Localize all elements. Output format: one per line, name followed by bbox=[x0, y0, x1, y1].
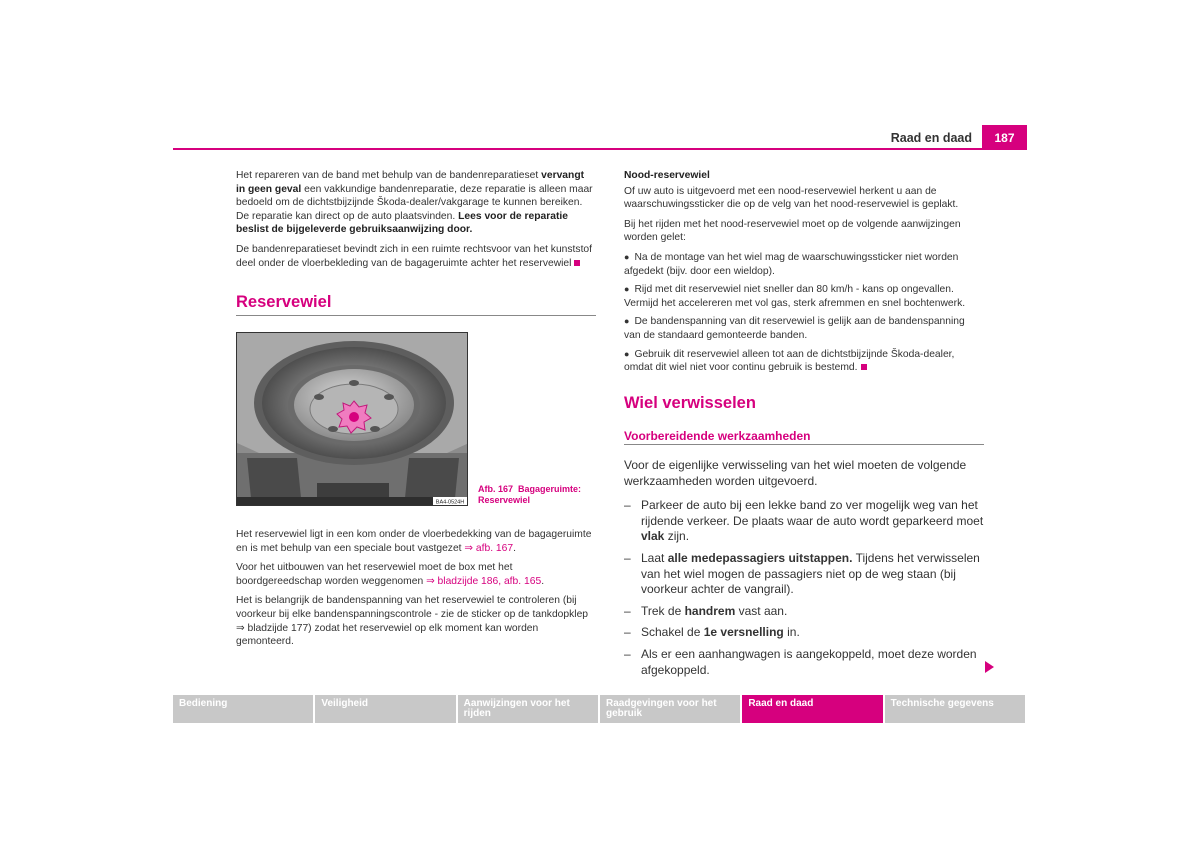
section-heading-wiel-verwisselen: Wiel verwisselen bbox=[624, 394, 756, 412]
bullet-item bbox=[624, 315, 984, 342]
sub-section-rule bbox=[624, 444, 984, 445]
procedure-step bbox=[624, 625, 984, 641]
bullet-icon: ● bbox=[624, 251, 630, 262]
chapter-tab[interactable]: Bediening bbox=[173, 695, 313, 723]
caption-subtitle: Reservewiel bbox=[478, 495, 531, 505]
step-list bbox=[624, 498, 984, 678]
square-end-icon bbox=[574, 260, 580, 266]
bullet-item bbox=[624, 348, 984, 375]
text-run: Als er een aanhangwagen is aangekoppeld, moet deze worden afgekoppeld. bbox=[641, 646, 977, 677]
bullet-text: De bandenspanning van dit reservewiel is gelijk aan de bandenspanning van de standaard gemonteerde banden. bbox=[624, 316, 965, 341]
paragraph: Bij het rijden met het nood-reservewiel moet op de volgende aanwijzingen worden gelet: bbox=[624, 218, 961, 244]
intro-paragraph bbox=[236, 169, 596, 237]
emphasis-text: alle medepassagiers uitstappen. bbox=[667, 550, 853, 565]
text-run: Parkeer de auto bij een lekke band zo ver mogelijk weg van het rijdende verkeer. De plaats waar de auto wordt geparkeerd moet bbox=[641, 498, 984, 528]
figure-code: BA4-0524H bbox=[435, 499, 465, 506]
bullet-text: Na de montage van het wiel mag de waarschuwingssticker niet worden afgedekt (bijv. door een wieldop). bbox=[624, 251, 959, 277]
bullet-item bbox=[624, 251, 984, 278]
paragraph: Het reservewiel ligt in een kom onder de vloerbedekking van de bagageruimte en is met behulp van een speciale bout vastgezet ⇒ afb. 167. bbox=[236, 529, 592, 554]
page-reference-link[interactable]: ⇒ bladzijde 186, afb. 165 bbox=[426, 575, 542, 587]
page-number: 187 bbox=[982, 125, 1027, 148]
left-column bbox=[236, 169, 596, 276]
chapter-tab[interactable]: Raad en daad bbox=[742, 695, 882, 723]
emphasis-text: handrem bbox=[684, 603, 736, 618]
header-rule bbox=[173, 148, 1027, 150]
running-header-title: Raad en daad bbox=[890, 131, 972, 145]
emphasis-text: 1e versnelling bbox=[703, 625, 784, 640]
dash-marker: – bbox=[624, 550, 631, 565]
text-run: vast aan. bbox=[735, 603, 788, 618]
bullet-item bbox=[624, 283, 984, 310]
sub-section-heading: Voorbereidende werkzaamheden bbox=[624, 429, 811, 443]
text-run: Trek de bbox=[641, 603, 685, 618]
text-run: Tijdens het verwisselen van het wiel mogen de passagiers niet op de weg staan (bij voorkeur achter de vangrail). bbox=[641, 550, 980, 597]
chapter-tab[interactable]: Technische gegevens bbox=[885, 695, 1025, 723]
bullet-icon: ● bbox=[624, 348, 630, 359]
text-run: zijn. bbox=[664, 529, 690, 544]
dash-marker: – bbox=[624, 498, 631, 513]
text-run: een vakkundige bandenreparatie, deze reparatie is alleen maar bedoeld om de dichtstbijzijnde Škoda-dealer/vakgarage te kunnen bereiken. De reparatie kan direct op de auto plaatsvinden. bbox=[236, 183, 593, 222]
procedure-step bbox=[624, 647, 984, 678]
procedure-step bbox=[624, 498, 984, 545]
right-column bbox=[624, 169, 984, 380]
text-run: in. bbox=[783, 625, 800, 640]
text-run: Schakel de bbox=[641, 625, 704, 640]
spare-wheel-illustration bbox=[237, 333, 468, 506]
triangle-right-icon[interactable] bbox=[985, 661, 994, 673]
section-heading-reservewiel: Reservewiel bbox=[236, 293, 332, 311]
emphasis-text: Lees voor de reparatie beslist de bijgeleverde gebruiksaanwijzing door. bbox=[236, 210, 568, 236]
figure-caption bbox=[478, 484, 581, 506]
dash-marker: – bbox=[624, 603, 631, 618]
emphasis-text: vervangt in geen geval bbox=[236, 170, 585, 195]
intro-paragraph-2 bbox=[236, 243, 596, 270]
bullet-text: Rijd met dit reservewiel niet sneller dan 80 km/h - kans op ongevallen. Vermijd het accelereren met vol gas, sterk afremmen en snel bochtenwerk. bbox=[624, 284, 966, 309]
bullet-icon: ● bbox=[624, 316, 630, 327]
paragraph: Het is belangrijk de bandenspanning van het reservewiel te controleren (bij voorkeur bij elke bandenspanningscontrole - zie de sticker op de tankdopklep ⇒ bladzijde 177) zodat het reservewiel op elk moment kan worden gemonteerd. bbox=[236, 595, 589, 648]
text-run: Laat bbox=[641, 550, 668, 565]
paragraph: Voor het uitbouwen van het reservewiel moet de box met het boordgereedschap worden weggenomen ⇒ bladzijde 186, afb. 165. bbox=[236, 562, 545, 587]
paragraph: Of uw auto is uitgevoerd met een nood-reservewiel herkent u aan de waarschuwingssticker die op de velg van het nood-reservewiel is geplakt. bbox=[624, 185, 959, 211]
chapter-tabs bbox=[173, 695, 1027, 723]
spare-wheel-figure bbox=[236, 332, 468, 506]
section-rule bbox=[236, 315, 596, 316]
figure-reference-link[interactable]: ⇒ afb. 167 bbox=[464, 542, 514, 554]
bullet-icon: ● bbox=[624, 284, 630, 295]
bullet-text: Gebruik dit reservewiel alleen tot aan de dichtstbijzijnde Škoda-dealer, omdat dit wiel niet voor continu gebruik is bestemd. bbox=[624, 348, 955, 374]
procedure-block bbox=[624, 458, 984, 684]
chapter-tab[interactable]: Aanwijzingen voor het rijden bbox=[458, 695, 598, 723]
caption-number: Afb. 167 bbox=[478, 484, 514, 494]
procedure-step bbox=[624, 551, 984, 598]
procedure-step bbox=[624, 604, 984, 620]
dash-marker: – bbox=[624, 646, 631, 661]
chapter-tab[interactable]: Veiligheid bbox=[315, 695, 455, 723]
lead-paragraph: Voor de eigenlijke verwisseling van het wiel moeten de volgende werkzaamheden worden uitgevoerd. bbox=[624, 458, 967, 488]
emphasis-text: vlak bbox=[641, 529, 665, 544]
bullet-list bbox=[624, 251, 984, 375]
sub-heading: Nood-reservewiel bbox=[624, 170, 710, 181]
intro-text: De bandenreparatieset bevindt zich in een ruimte rechtsvoor van het kunststof deel onder de vloerbekleding van de bagageruimte achter het reservewiel bbox=[236, 243, 593, 269]
dash-marker: – bbox=[624, 625, 631, 640]
square-end-icon bbox=[861, 364, 867, 370]
caption-title: Bagageruimte: bbox=[518, 484, 582, 494]
left-column-lower bbox=[236, 528, 596, 655]
text-run: Het repareren van de band met behulp van de bandenreparatieset bbox=[236, 170, 542, 181]
chapter-tab[interactable]: Raadgevingen voor het gebruik bbox=[600, 695, 740, 723]
